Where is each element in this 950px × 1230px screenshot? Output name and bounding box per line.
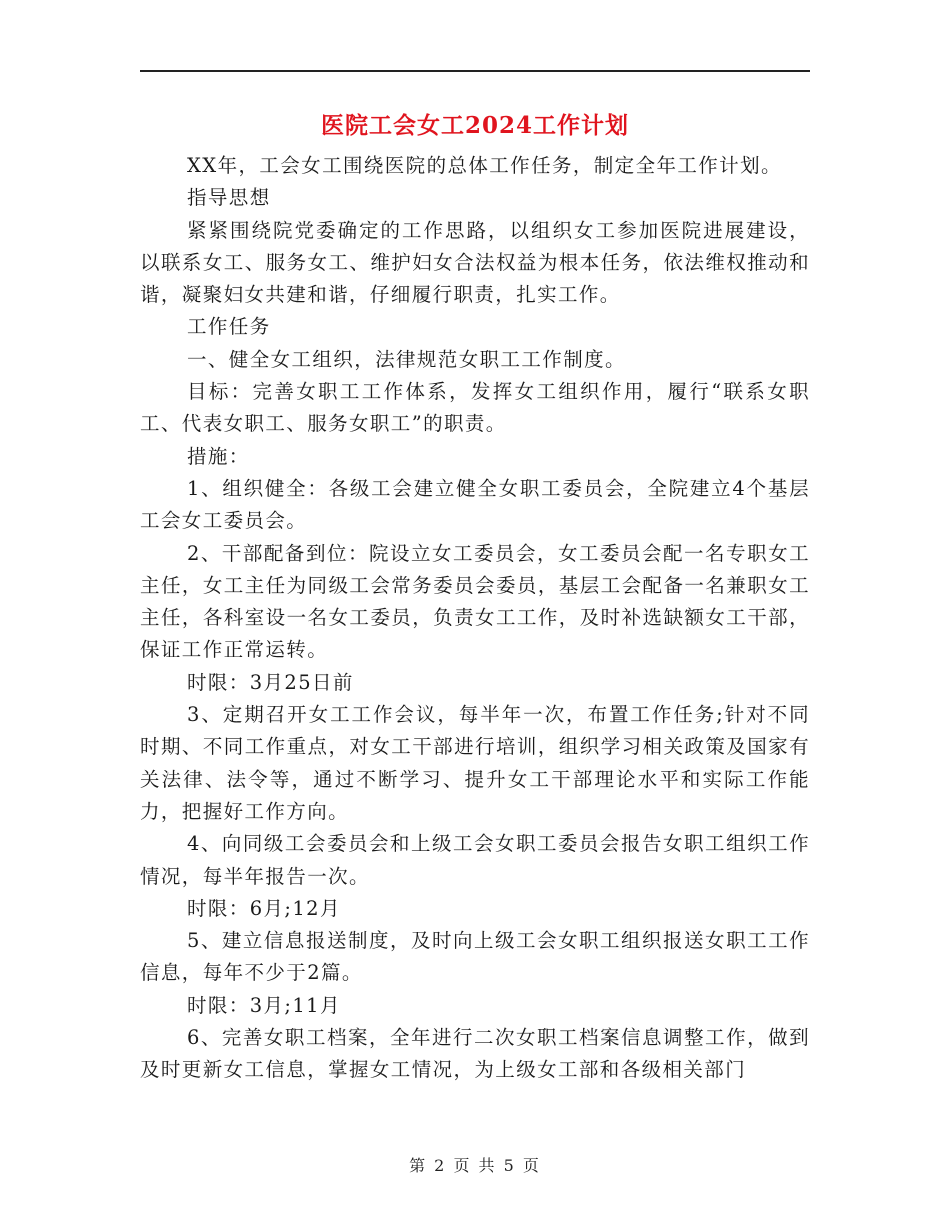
page-footer: 第 2 页 共 5 页 <box>409 1156 541 1175</box>
paragraph-measure-4: 4、向同级工会委员会和上级工会女职工委员会报告女职工组织工作情况，每半年报告一次。 <box>140 832 810 888</box>
heading-guiding-thought: 指导思想 <box>187 186 271 210</box>
paragraph-measure-1: 1、组织健全：各级工会建立健全女职工委员会，全院建立4个基层工会女工委员会。 <box>140 476 810 533</box>
page-title: 医院工会女工2024工作计划 <box>320 112 629 139</box>
paragraph-task-one: 一、健全女工组织，法律规范女职工工作制度。 <box>187 347 626 371</box>
paragraph-measure-5: 5、建立信息报送制度，及时向上级工会女职工组织报送女职工工作信息，每年不少于2篇。 <box>140 929 810 985</box>
paragraph-measure-6: 6、完善女职工档案，全年进行二次女职工档案信息调整工作，做到及时更新女工信息，掌握女工情况，为上级女工部和各级相关部门 <box>140 1026 810 1082</box>
document-body <box>140 150 810 1087</box>
paragraph-guiding-thought: 紧紧围绕院党委确定的工作思路，以组织女工参加医院进展建设，以联系女工、服务女工、维护妇女合法权益为根本任务，依法维权推动和谐，凝聚妇女共建和谐，仔细履行职责，扎实工作。 <box>140 218 810 307</box>
header-rule <box>140 70 810 72</box>
paragraph-deadline-2: 时限：6月;12月 <box>187 896 341 920</box>
heading-measures: 措施： <box>187 444 250 468</box>
paragraph-intro: XX年，工会女工围绕医院的总体工作任务，制定全年工作计划。 <box>187 154 782 177</box>
paragraph-deadline-1: 时限：3月25日前 <box>187 670 354 694</box>
heading-work-tasks: 工作任务 <box>187 315 271 339</box>
paragraph-deadline-3: 时限：3月;11月 <box>187 993 341 1017</box>
paragraph-goal: 目标：完善女职工工作体系，发挥女工组织作用，履行“联系女职工、代表女职工、服务女职工”的职责。 <box>140 380 810 436</box>
paragraph-measure-2: 2、干部配备到位：院设立女工委员会，女工委员会配一名专职女工主任，女工主任为同级工会常务委员会委员，基层工会配备一名兼职女工主任，各科室设一名女工委员，负责女工工作，及时补选缺额女工干部，保证工作正常运转。 <box>140 541 810 662</box>
paragraph-measure-3: 3、定期召开女工工作会议，每半年一次，布置工作任务;针对不同时期、不同工作重点，对女工干部进行培训，组织学习相关政策及国家有关法律、法令等，通过不断学习、提升女工干部理论水平和实际工作能力，把握好工作方向。 <box>140 703 810 823</box>
